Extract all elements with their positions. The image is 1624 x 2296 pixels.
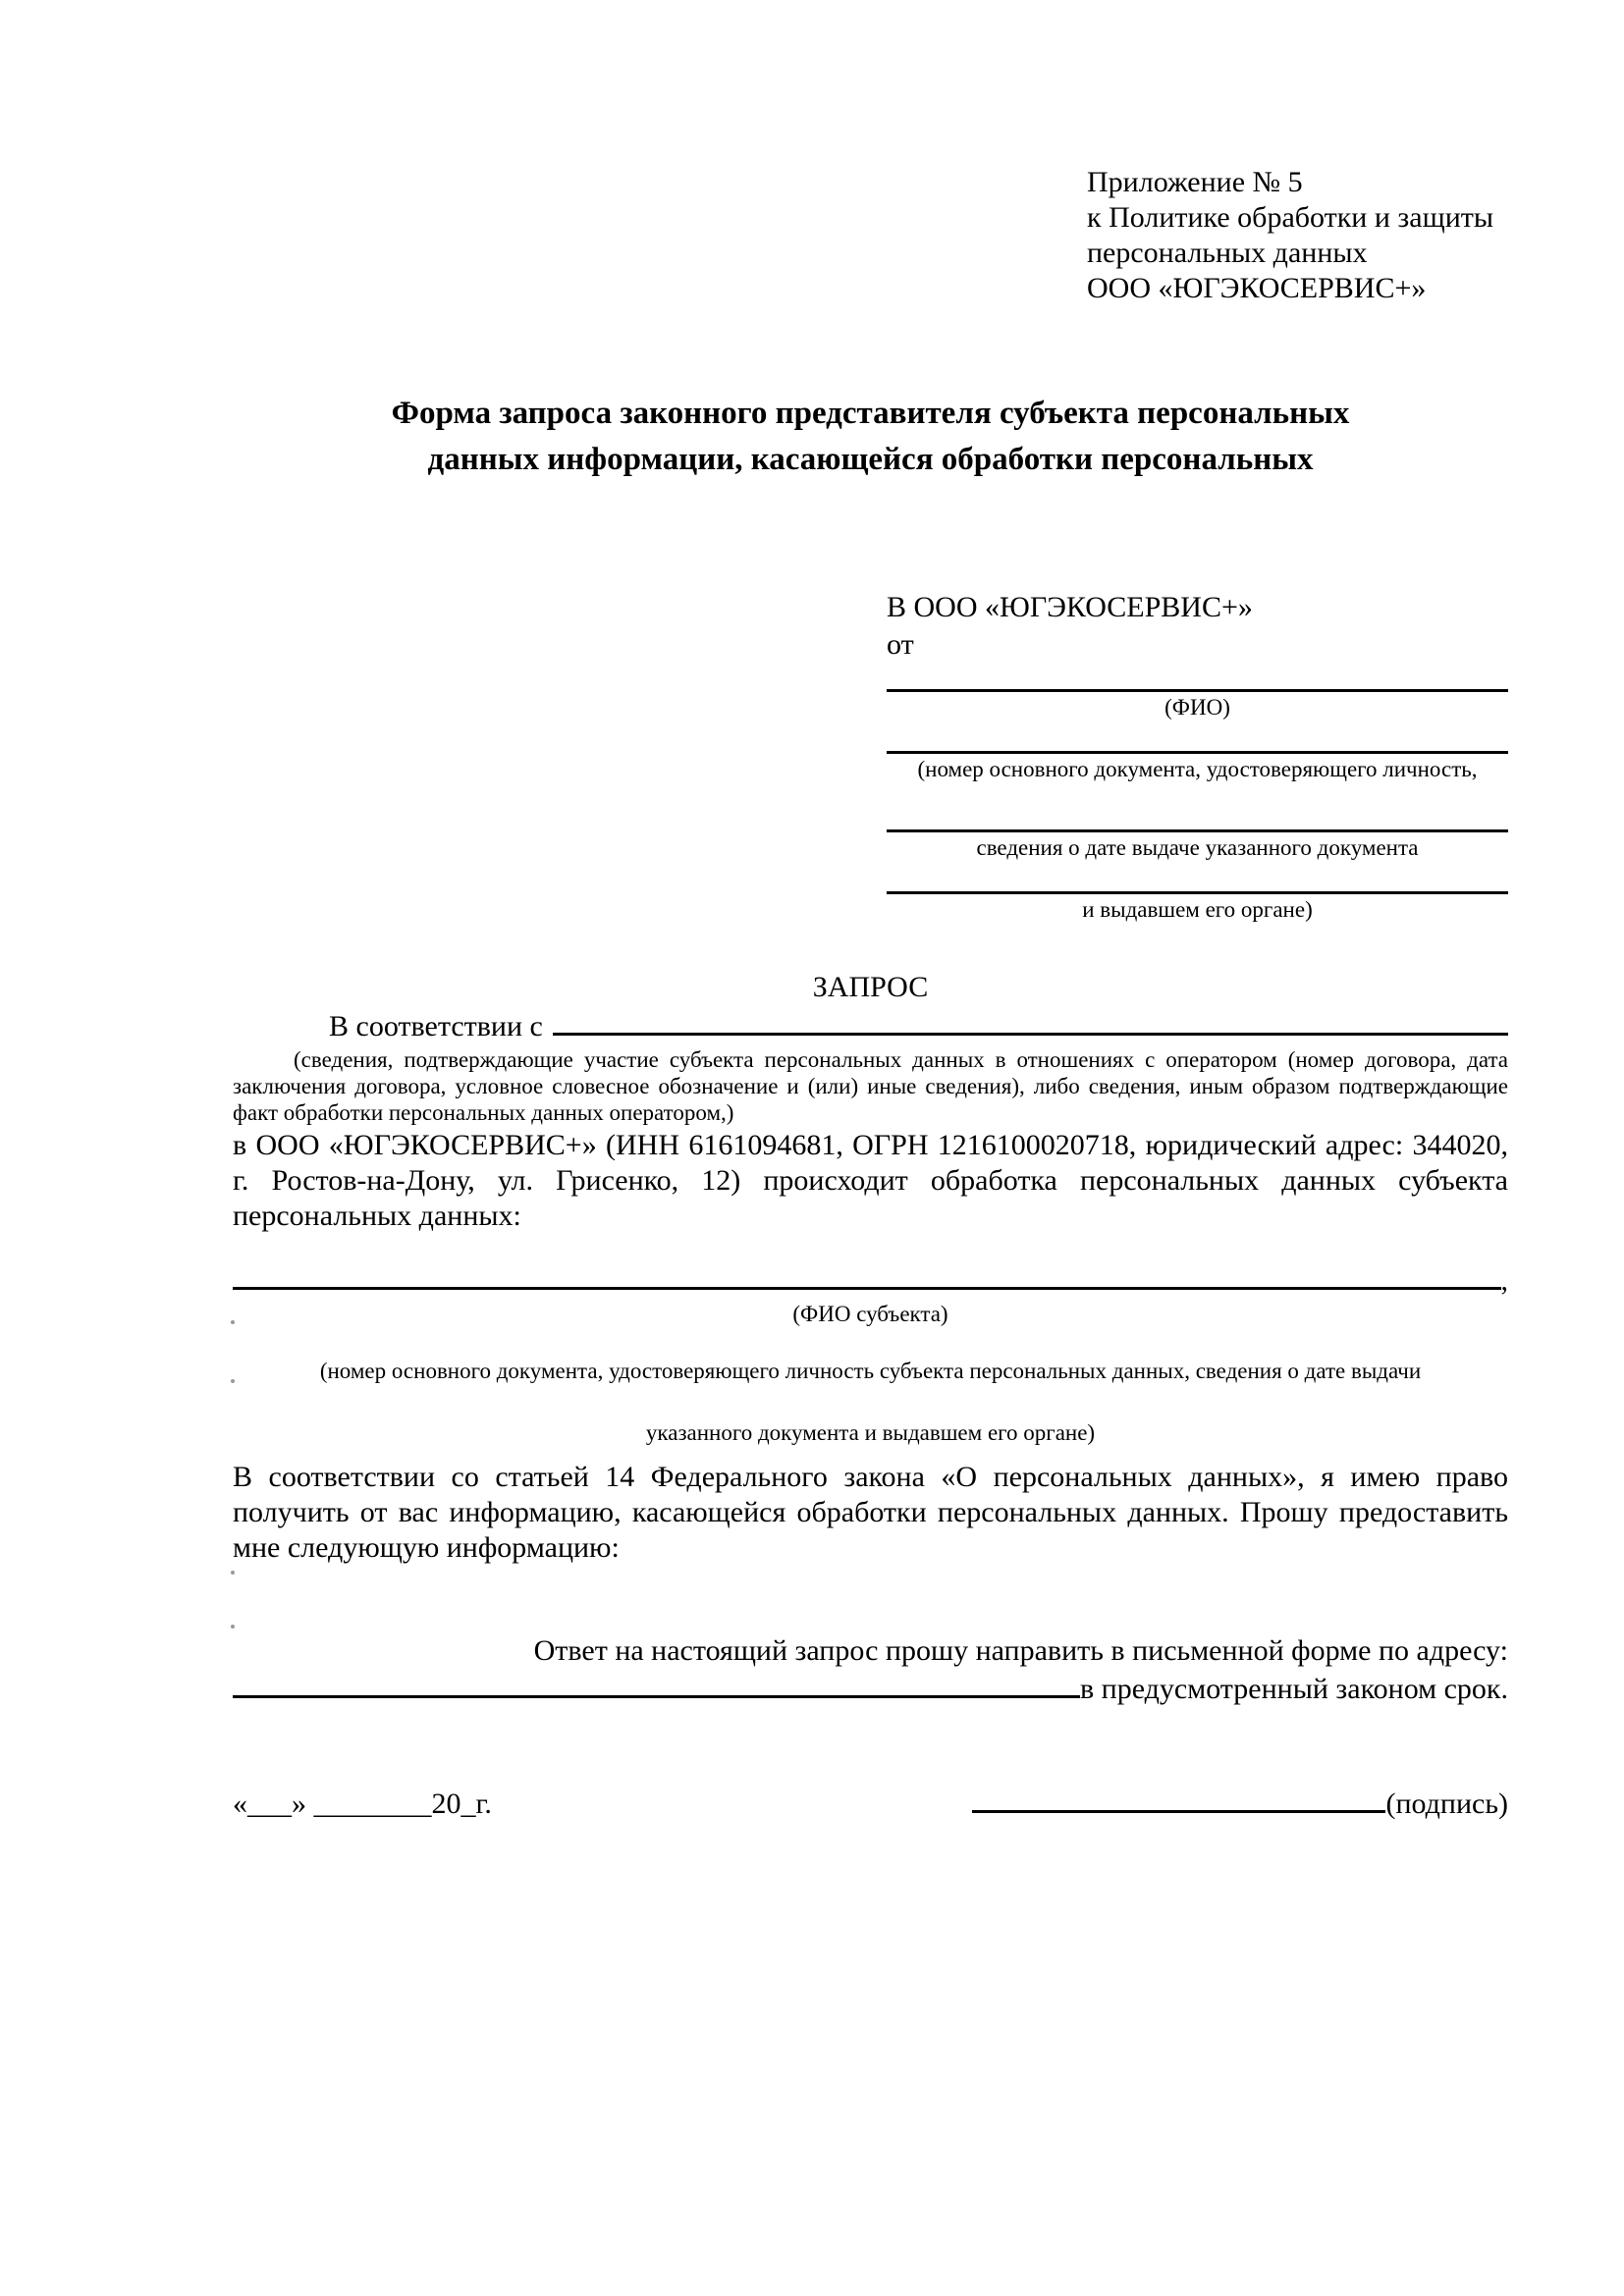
request-body <box>233 1007 1508 1566</box>
document-number-caption: (номер основного документа, удостоверяющего личность, <box>917 757 1478 781</box>
issuing-authority-blank-line <box>887 891 1508 894</box>
document-number-blank-line <box>887 751 1508 754</box>
issue-date-caption: сведения о дате выдаче указанного документа <box>976 835 1419 860</box>
scan-speck <box>231 1379 235 1383</box>
document-title <box>233 391 1508 483</box>
response-line-1: Ответ на настоящий запрос прошу направить в письменной форме по адресу: <box>533 1634 1508 1667</box>
operator-paragraph: в ООО «ЮГЭКОСЕРВИС+» (ИНН 6161094681, ОГРН 1216100020718, юридический адрес: 344020, г. Ростов-на-Дону, ул. Грисенко, 12) происходит обработка персональных данных субъекта персональных данных: <box>233 1129 1508 1232</box>
document-title-line-2: данных информации, касающейся обработки персональных <box>427 442 1314 477</box>
document-title-line-1: Форма запроса законного представителя субъекта персональных <box>391 396 1350 431</box>
relation-details-blank-line <box>553 1007 1508 1036</box>
signature-caption: (подпись) <box>1385 1788 1508 1820</box>
subject-document-caption-2: указанного документа и выдавшем его органе) <box>645 1420 1096 1445</box>
footer-row <box>233 1785 1508 1823</box>
response-block <box>233 1631 1508 1708</box>
subject-fio-blank-line <box>233 1261 1501 1290</box>
subject-fio-row <box>233 1261 1508 1299</box>
subject-fio-caption: (ФИО субъекта) <box>792 1302 948 1326</box>
relation-details-caption: (сведения, подтверждающие участие субъекта персональных данных в отношениях с оператором (номер договора, дата заключения договора, условное словесное обозначение и (или) иные сведения), либо сведения, иным образом подтверждающие факт обработки персональных данных оператором,) <box>233 1047 1508 1125</box>
response-address-blank-line <box>233 1670 1080 1698</box>
policy-line: к Политике обработки и защиты <box>1087 201 1494 234</box>
intro-row <box>233 1007 1508 1044</box>
trailing-comma: , <box>1500 1264 1508 1297</box>
company-name-line: ООО «ЮГЭКОСЕРВИС+» <box>1087 272 1427 304</box>
request-heading: ЗАПРОС <box>812 971 929 1003</box>
fio-caption: (ФИО) <box>1164 695 1230 720</box>
fio-blank-line <box>887 689 1508 692</box>
intro-label: В соответствии с <box>329 1010 543 1042</box>
appendix-header <box>1087 165 1493 306</box>
law-paragraph: В соответствии со статьей 14 Федерального закона «О персональных данных», я имею право получить от вас информацию, касающейся обработки персональных данных. Прошу предоставить мне следующую информацию: <box>233 1461 1508 1564</box>
subject-document-caption-1: (номер основного документа, удостоверяющего личность субъекта персональных данных, сведения о дате выдачи <box>319 1359 1422 1383</box>
addressee-from-label: от <box>887 628 914 661</box>
addressee-block <box>887 589 1508 923</box>
scan-speck <box>231 1625 235 1629</box>
issue-date-blank-line <box>887 829 1508 832</box>
issuing-authority-caption: и выдавшем его органе) <box>1082 897 1313 922</box>
date-blank-text: «___» ________20_г. <box>233 1788 492 1820</box>
personal-data-line: персональных данных <box>1087 237 1368 269</box>
addressee-to: В ООО «ЮГЭКОСЕРВИС+» <box>887 591 1253 623</box>
scan-speck <box>231 1571 235 1575</box>
response-line-2 <box>233 1670 1508 1708</box>
signature-blank-line <box>972 1785 1385 1813</box>
appendix-number-line: Приложение № 5 <box>1087 166 1303 198</box>
scan-speck <box>231 1320 235 1324</box>
response-line-2-text: в предусмотренный законом срок. <box>1080 1673 1508 1705</box>
